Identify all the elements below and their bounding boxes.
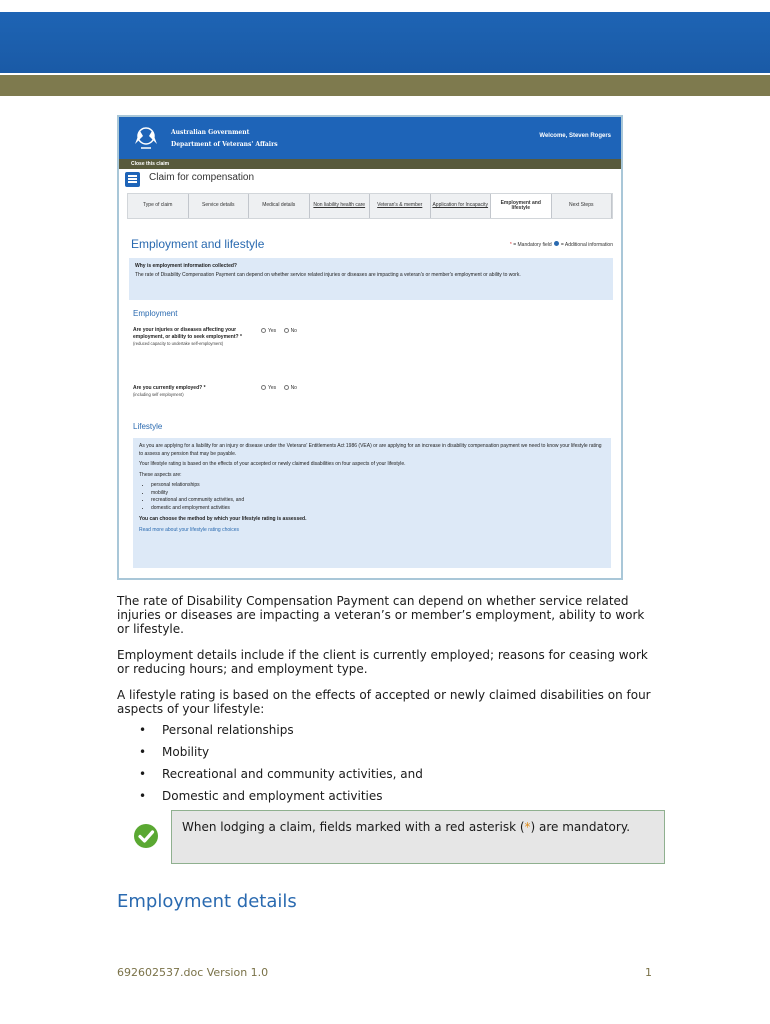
injuries-radio-group: [255, 328, 297, 334]
legend-mandatory: = Mandatory field: [513, 242, 552, 248]
question-injuries-text: Are your injuries or diseases affecting your employment, or ability to seek employment? *: [133, 327, 242, 340]
section-title: Employment and lifestyle: [131, 237, 265, 251]
question-injuries: [133, 327, 245, 346]
injuries-no-radio: [284, 328, 289, 333]
list-item: • personal relationships: [151, 482, 605, 490]
lifestyle-para-3: These aspects are:: [139, 471, 182, 478]
yes-label: Yes: [268, 385, 277, 391]
claim-title: Claim for compensation: [149, 172, 255, 183]
coat-of-arms-icon: [131, 122, 161, 152]
lifestyle-para-2: Your lifestyle rating is based on the effects of your accepted or newly claimed disabilities on four aspects of your lifestyle.: [139, 461, 406, 467]
list-item: • Personal relationships: [117, 722, 637, 744]
step-veterans: Veteran's & member: [370, 194, 431, 218]
info-dot-icon: [554, 241, 559, 246]
gov-name: Australian Government: [171, 129, 250, 136]
tip-box: [171, 810, 665, 864]
injuries-yes-radio: [261, 328, 266, 333]
question-employed-text: Are you currently employed? *: [133, 385, 206, 391]
employment-heading: Employment: [133, 309, 178, 318]
header-banner: [0, 12, 770, 73]
claim-stepper: [127, 193, 613, 219]
body-paragraph-3: A lifestyle rating is based on the effects of accepted or newly claimed disabilities on four aspects of your lifestyle:: [117, 688, 651, 716]
info-text: The rate of Disability Compensation Payment can depend on whether service related injuries or diseases are impacting a veteran's or member's employment or ability to work.: [135, 272, 521, 278]
lifestyle-link: Read more about your lifestyle rating choices: [139, 526, 240, 533]
tip-asterisk: *: [524, 820, 531, 834]
list-item: • domestic and employment activities: [151, 505, 605, 513]
step-next-steps: Next Steps: [552, 194, 613, 218]
step-incapacity: Application for Incapacity: [431, 194, 492, 218]
field-legend: * = Mandatory field = Additional information: [509, 242, 613, 248]
list-item: • recreational and community activities, and: [151, 497, 605, 505]
employed-radio-group: [255, 385, 297, 391]
legend-additional: = Additional information: [560, 242, 613, 248]
employed-yes-radio: [261, 385, 266, 390]
body-paragraph-2: Employment details include if the client is currently employed; reasons for ceasing work or reducing hours; and employment type.: [117, 648, 648, 676]
lifestyle-heading: Lifestyle: [133, 422, 163, 431]
footer-doc-version: 692602537.doc Version 1.0: [117, 966, 269, 979]
list-item: • Domestic and employment activities: [117, 788, 637, 810]
tip-text-after: ) are mandatory.: [530, 820, 631, 834]
step-medical-details: Medical details: [249, 194, 310, 218]
tip-text-before: When lodging a claim, fields marked with a red asterisk (: [182, 820, 525, 834]
yes-label: Yes: [268, 328, 277, 334]
gov-header: [119, 117, 621, 159]
no-label: No: [290, 385, 297, 391]
dept-name: Department of Veterans' Affairs: [171, 141, 278, 148]
question-employed-hint: (including self employment): [133, 391, 184, 397]
step-non-liability: Non liability health care: [310, 194, 371, 218]
step-service-details: Service details: [189, 194, 250, 218]
list-item: • mobility: [151, 490, 605, 498]
body-paragraph-1: The rate of Disability Compensation Payment can depend on whether service related injuries or diseases are impacting a veteran’s or member’s employment, ability to work or lifestyle.: [117, 594, 645, 636]
close-claim-link: Close this claim: [119, 159, 621, 169]
welcome-text: Welcome, Steven Rogers: [539, 133, 611, 139]
step-employment: Employment and lifestyle: [491, 194, 552, 218]
embedded-screenshot: [117, 115, 623, 580]
step-type-of-claim: Type of claim: [128, 194, 189, 218]
employed-no-radio: [284, 385, 289, 390]
claim-title-bar: [119, 169, 621, 189]
lifestyle-para-1: As you are applying for a liability for an injury or disease under the Veterans' Entitlements Act 1986 (VEA) or are applying for an increase in disability compensation payment we need to know your lifestyle rating to assess any pension that may be payable.: [139, 443, 602, 457]
question-injuries-hint: (reduced capacity to undertake self-employment): [133, 340, 224, 346]
list-item: • Mobility: [117, 744, 637, 766]
aspects-list: [117, 722, 637, 810]
checkmark-icon: [133, 823, 159, 849]
list-item: • Recreational and community activities, and: [117, 766, 637, 788]
document-icon: [125, 172, 140, 187]
lifestyle-box: [133, 438, 611, 568]
footer-page-number: 1: [645, 966, 652, 979]
lifestyle-para-4: You can choose the method by which your lifestyle rating is assessed.: [139, 516, 307, 522]
info-box: [129, 258, 613, 300]
header-stripe: [0, 75, 770, 96]
info-heading: Why is employment information collected?: [135, 263, 237, 269]
question-employed: [133, 385, 245, 397]
lifestyle-list: [151, 482, 605, 512]
no-label: No: [290, 328, 297, 334]
employment-details-heading: Employment details: [117, 891, 297, 912]
